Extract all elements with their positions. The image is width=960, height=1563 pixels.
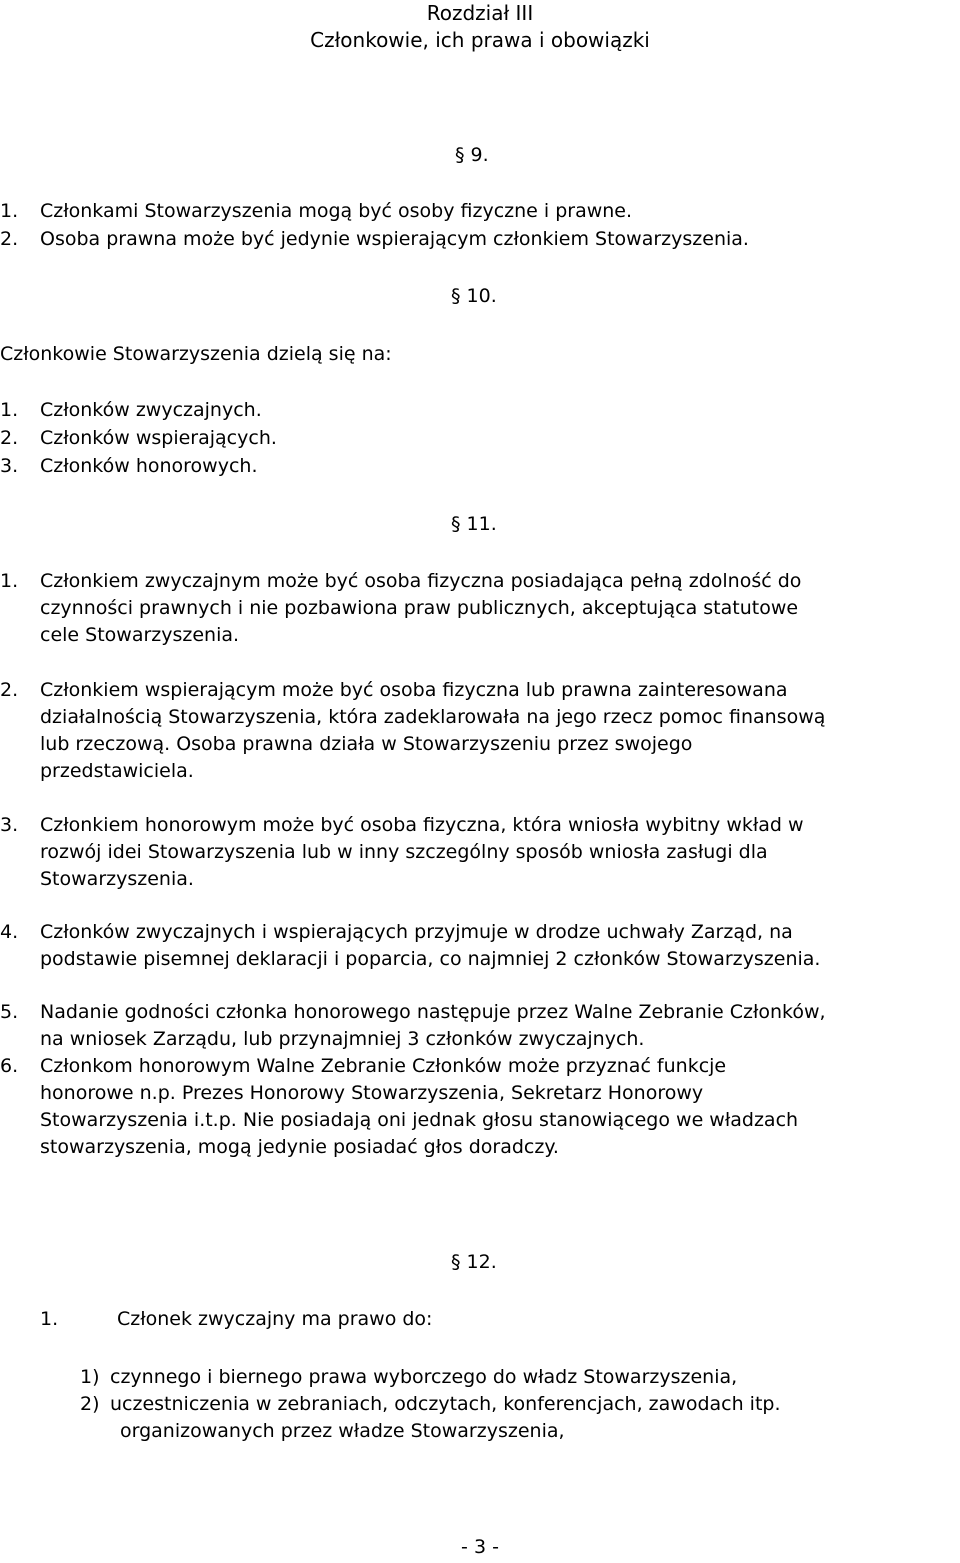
item-number: 2. <box>0 427 19 449</box>
item-number: 6. <box>0 1055 19 1077</box>
item-line: Nadanie godności członka honorowego następuje przez Walne Zebranie Członków, <box>40 1001 826 1023</box>
subitem-number: 1) <box>80 1366 100 1388</box>
section-9-heading: § 9. <box>455 144 489 166</box>
item-line: lub rzeczową. Osoba prawna działa w Stowarzyszeniu przez swojego <box>40 733 693 755</box>
item-number: 1. <box>0 570 19 592</box>
subitem-text: uczestniczenia w zebraniach, odczytach, konferencjach, zawodach itp. <box>110 1393 781 1415</box>
section-12-item-text: Członek zwyczajny ma prawo do: <box>117 1308 433 1330</box>
section-10-intro: Członkowie Stowarzyszenia dzielą się na: <box>0 343 392 365</box>
item-line: rozwój idei Stowarzyszenia lub w inny szczególny sposób wniosła zasługi dla <box>40 841 768 863</box>
item-line: działalnością Stowarzyszenia, która zadeklarowała na jego rzecz pomoc finansową <box>40 706 826 728</box>
item-number: 5. <box>0 1001 19 1023</box>
item-line: Stowarzyszenia. <box>40 868 194 890</box>
subitem-number: 2) <box>80 1393 100 1415</box>
item-line: cele Stowarzyszenia. <box>40 624 240 646</box>
item-line: Członków zwyczajnych i wspierających przyjmuje w drodze uchwały Zarząd, na <box>40 921 793 943</box>
item-line: Członkom honorowym Walne Zebranie Członków może przyznać funkcje <box>40 1055 727 1077</box>
item-number: 4. <box>0 921 19 943</box>
item-line: czynności prawnych i nie pozbawiona praw publicznych, akceptująca statutowe <box>40 597 799 619</box>
item-number: 2. <box>0 679 19 701</box>
section-12-item-number: 1. <box>40 1308 59 1330</box>
item-text: Członków zwyczajnych. <box>40 399 262 421</box>
section-10-heading: § 10. <box>451 285 497 307</box>
item-number: 1. <box>0 399 19 421</box>
page-number: - 3 - <box>461 1536 499 1558</box>
item-line: Członkiem wspierającym może być osoba fizyczna lub prawna zainteresowana <box>40 679 788 701</box>
item-line: stowarzyszenia, mogą jedynie posiadać głos doradczy. <box>40 1136 559 1158</box>
item-text: Członków wspierających. <box>40 427 277 449</box>
item-line: podstawie pisemnej deklaracji i poparcia, co najmniej 2 członków Stowarzyszenia. <box>40 948 821 970</box>
item-line: przedstawiciela. <box>40 760 194 782</box>
section-12-heading: § 12. <box>451 1251 497 1273</box>
item-line: honorowe n.p. Prezes Honorowy Stowarzyszenia, Sekretarz Honorowy <box>40 1082 704 1104</box>
item-text: Członków honorowych. <box>40 455 258 477</box>
subitem-text: czynnego i biernego prawa wyborczego do władz Stowarzyszenia, <box>110 1366 738 1388</box>
section-11-heading: § 11. <box>451 513 497 535</box>
chapter-title: Rozdział III <box>426 1 534 25</box>
item-line: Stowarzyszenia i.t.p. Nie posiadają oni jednak głosu stanowiącego we władzach <box>40 1109 799 1131</box>
item-number: 3. <box>0 814 19 836</box>
item-number: 1. <box>0 200 19 222</box>
chapter-subtitle: Członkowie, ich prawa i obowiązki <box>310 28 650 52</box>
item-line: na wniosek Zarządu, lub przynajmniej 3 członków zwyczajnych. <box>40 1028 645 1050</box>
item-text: Członkami Stowarzyszenia mogą być osoby fizyczne i prawne. <box>40 200 633 222</box>
item-number: 3. <box>0 455 19 477</box>
item-number: 2. <box>0 228 19 250</box>
item-text: Osoba prawna może być jedynie wspierającym członkiem Stowarzyszenia. <box>40 228 749 250</box>
subitem-continuation: organizowanych przez władze Stowarzyszenia, <box>120 1420 565 1442</box>
item-line: Członkiem zwyczajnym może być osoba fizyczna posiadająca pełną zdolność do <box>40 570 802 592</box>
item-line: Członkiem honorowym może być osoba fizyczna, która wniosła wybitny wkład w <box>40 814 804 836</box>
